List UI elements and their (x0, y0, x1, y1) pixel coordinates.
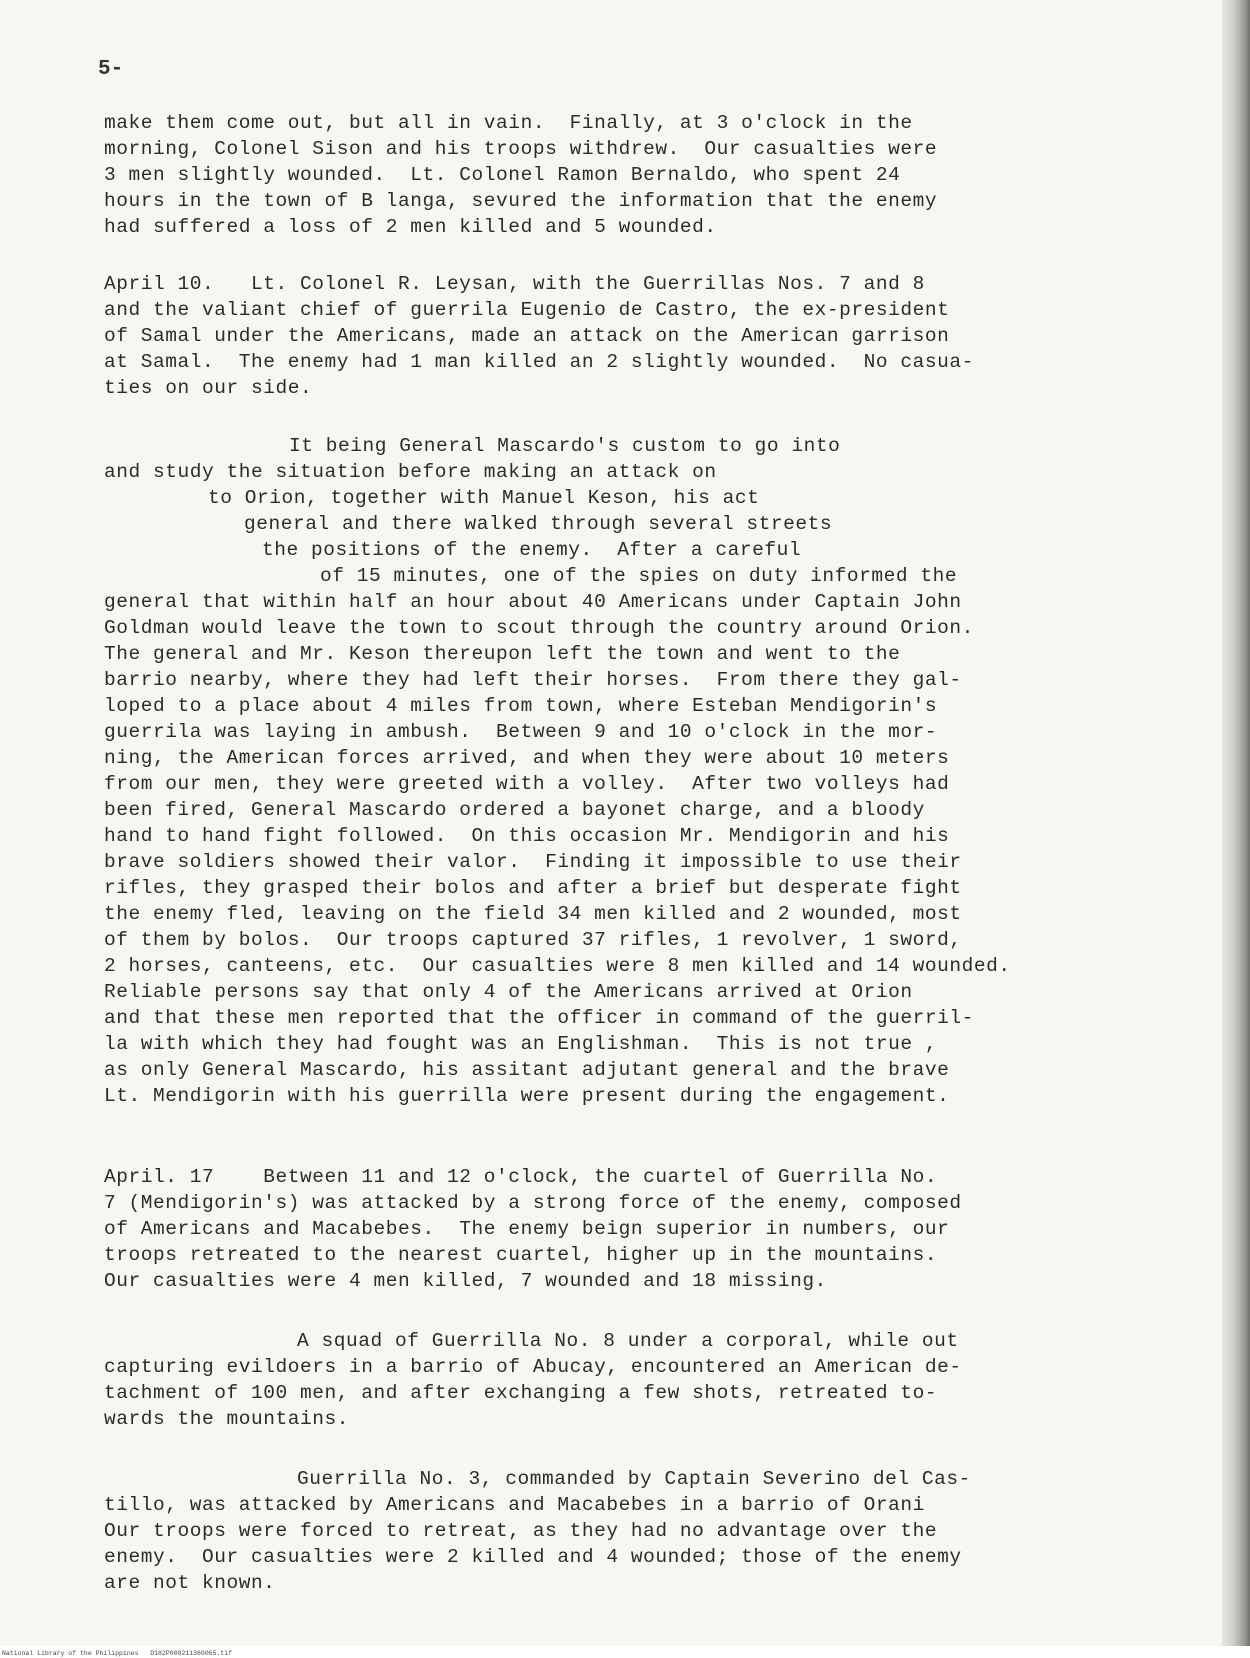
text-line: A squad of Guerrilla No. 8 under a corporal, while out (297, 1330, 959, 1352)
text-line: ning, the American forces arrived, and when they were about 10 meters (104, 747, 950, 769)
text-line: as only General Mascardo, his assitant adjutant general and the brave (104, 1059, 950, 1081)
text-line: The general and Mr. Keson thereupon left the town and went to the (104, 643, 901, 665)
text-line: Goldman would leave the town to scout through the country around Orion. (104, 617, 974, 639)
text-line: Guerrilla No. 3, commanded by Captain Severino del Cas- (297, 1468, 971, 1490)
text-line: and study the situation before making an attack on (104, 461, 717, 483)
text-line: the positions of the enemy. After a careful (262, 539, 802, 561)
text-line: tillo, was attacked by Americans and Macabebes in a barrio of Orani (104, 1494, 925, 1516)
text-line: 7 (Mendigorin's) was attacked by a strong force of the enemy, composed (104, 1192, 962, 1214)
scan-page-edge (1222, 0, 1250, 1658)
text-line: to Orion, together with Manuel Keson, his act (208, 487, 760, 509)
text-line: April. 17 Between 11 and 12 o'clock, the cuartel of Guerrilla No. (104, 1166, 938, 1188)
text-line: of Americans and Macabebes. The enemy beign superior in numbers, our (104, 1218, 950, 1240)
text-line: of Samal under the Americans, made an attack on the American garrison (104, 325, 950, 347)
text-line: are not known. (104, 1572, 276, 1594)
text-line: make them come out, but all in vain. Finally, at 3 o'clock in the (104, 112, 913, 134)
text-line: been fired, General Mascardo ordered a bayonet charge, and a bloody (104, 799, 925, 821)
text-line: and that these men reported that the officer in command of the guerril- (104, 1007, 974, 1029)
text-line: April 10. Lt. Colonel R. Leysan, with the Guerrillas Nos. 7 and 8 (104, 273, 925, 295)
text-line: barrio nearby, where they had left their horses. From there they gal- (104, 669, 962, 691)
text-line: rifles, they grasped their bolos and after a brief but desperate fight (104, 877, 962, 899)
text-line: enemy. Our casualties were 2 killed and 4 wounded; those of the enemy (104, 1546, 962, 1568)
text-line: morning, Colonel Sison and his troops withdrew. Our casualties were (104, 138, 938, 160)
text-line: had suffered a loss of 2 men killed and 5 wounded. (104, 216, 717, 238)
page-number: 5- (98, 58, 124, 81)
text-line: Lt. Mendigorin with his guerrilla were present during the engagement. (104, 1085, 950, 1107)
text-line: tachment of 100 men, and after exchanging a few shots, retreated to- (104, 1382, 938, 1404)
text-line: general and there walked through several streets (244, 513, 833, 535)
scan-footer-band (0, 1646, 1250, 1658)
text-line: guerrila was laying in ambush. Between 9 and 10 o'clock in the mor- (104, 721, 938, 743)
text-line: Our casualties were 4 men killed, 7 wounded and 18 missing. (104, 1270, 827, 1292)
text-line: and the valiant chief of guerrila Eugenio de Castro, the ex-president (104, 299, 950, 321)
text-line: Reliable persons say that only 4 of the Americans arrived at Orion (104, 981, 913, 1003)
scan-footer-caption: National Library of the Philippines D182P000211360065.tif (2, 1650, 233, 1657)
text-line: hours in the town of B langa, sevured the information that the enemy (104, 190, 938, 212)
text-line: loped to a place about 4 miles from town, where Esteban Mendigorin's (104, 695, 938, 717)
text-line: the enemy fled, leaving on the field 34 men killed and 2 wounded, most (104, 903, 962, 925)
text-line: It being General Mascardo's custom to go into (289, 435, 841, 457)
text-line: troops retreated to the nearest cuartel, higher up in the mountains. (104, 1244, 938, 1266)
text-line: ties on our side. (104, 377, 313, 399)
text-line: general that within half an hour about 40 Americans under Captain John (104, 591, 962, 613)
text-line: hand to hand fight followed. On this occasion Mr. Mendigorin and his (104, 825, 950, 847)
text-line: capturing evildoers in a barrio of Abucay, encountered an American de- (104, 1356, 962, 1378)
text-line: from our men, they were greeted with a volley. After two volleys had (104, 773, 950, 795)
text-line: 3 men slightly wounded. Lt. Colonel Ramon Bernaldo, who spent 24 (104, 164, 901, 186)
text-line: brave soldiers showed their valor. Finding it impossible to use their (104, 851, 962, 873)
text-line: 2 horses, canteens, etc. Our casualties were 8 men killed and 14 wounded. (104, 955, 1011, 977)
text-line: Our troops were forced to retreat, as they had no advantage over the (104, 1520, 938, 1542)
text-line: wards the mountains. (104, 1408, 350, 1430)
text-line: of them by bolos. Our troops captured 37 rifles, 1 revolver, 1 sword, (104, 929, 962, 951)
text-line: at Samal. The enemy had 1 man killed an 2 slightly wounded. No casua- (104, 351, 974, 373)
text-line: la with which they had fought was an Englishman. This is not true , (104, 1033, 938, 1055)
text-line: of 15 minutes, one of the spies on duty informed the (320, 565, 958, 587)
